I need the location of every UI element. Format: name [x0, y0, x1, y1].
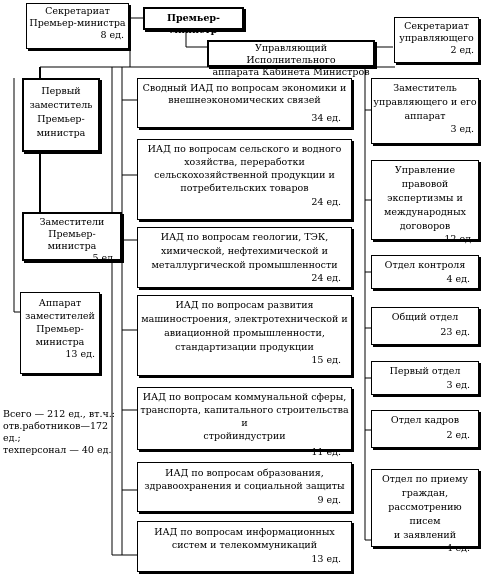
center-dept-box	[137, 227, 352, 288]
pm-secretariat-title: Секретариат Премьер-министра	[29, 6, 126, 29]
manager-box	[207, 40, 375, 78]
first-deputy-title: Первый заместитель Премьер- министра	[29, 86, 93, 139]
manager-title: Управляющий Исполнительного аппарата Кабинета Министров	[212, 43, 370, 78]
center-dept-units: 11 ед.	[311, 447, 341, 458]
center-dept-units: 13 ед.	[311, 554, 341, 565]
right-dept-box	[371, 255, 479, 289]
center-dept-box	[137, 78, 352, 128]
center-dept-title: ИАД по вопросам образования, здравоохранения и социальной защиты	[144, 468, 345, 492]
first-deputy-box	[22, 78, 100, 152]
manager-secretariat-units: 2 ед.	[450, 45, 474, 56]
right-dept-title: Первый отдел	[389, 366, 461, 377]
right-dept-box	[371, 361, 479, 395]
pm-secretariat-units: 8 ед.	[100, 30, 124, 41]
right-dept-units: 23 ед.	[440, 327, 470, 338]
apparatus-title: Аппарат заместителей Премьер- министра	[25, 298, 95, 348]
right-dept-title: Отдел кадров	[390, 415, 460, 426]
totals-note: Всего — 212 ед., вт.ч.: отв.работников—172 ед.; техперсонал — 40 ед.	[3, 409, 115, 456]
deputies-title: Заместители Премьер-министра	[39, 217, 105, 252]
center-dept-title: ИАД по вопросам сельского и водного хозяйства, переработки сельскохозяйственной продукции и потребительских товаров	[147, 144, 342, 194]
right-dept-box	[371, 78, 479, 144]
center-dept-box	[137, 521, 352, 572]
right-dept-box	[371, 160, 479, 245]
right-dept-units: 3 ед.	[450, 124, 474, 135]
center-dept-box	[137, 295, 352, 376]
pm-box	[143, 7, 244, 36]
right-dept-title: Заместитель управляющего и его аппарат	[373, 83, 477, 122]
center-dept-units: 34 ед.	[311, 113, 341, 124]
center-dept-title: ИАД по вопросам развития машиностроения, электротехнической и авиационной промышленности, стандартизации продукции	[141, 300, 348, 353]
center-dept-units: 9 ед.	[317, 495, 341, 506]
right-dept-box	[371, 469, 479, 554]
center-dept-box	[137, 387, 352, 458]
center-dept-units: 24 ед.	[311, 197, 341, 208]
right-dept-title: Управление правовой экспертизмы и международных договоров	[383, 165, 467, 232]
center-dept-title: ИАД по вопросам информационных систем и телекоммуникаций	[154, 527, 335, 551]
center-dept-box	[137, 139, 352, 220]
right-dept-title: Общий отдел	[391, 312, 459, 323]
pm-secretariat-box	[26, 3, 129, 49]
right-dept-units: 4 ед.	[446, 543, 470, 554]
deputies-box	[22, 212, 122, 264]
center-dept-units: 24 ед.	[311, 273, 341, 284]
right-dept-units: 2 ед.	[446, 430, 470, 441]
right-dept-units: 3 ед.	[446, 380, 470, 391]
right-dept-units: 4 ед.	[446, 274, 470, 285]
pm-title: Премьер-министр	[167, 13, 220, 36]
center-dept-title: ИАД по вопросам коммунальной сферы, транспорта, капитального строительства и стройиндустрии	[140, 392, 349, 442]
right-dept-title: Отдел по приему граждан, рассмотрению писем и заявлений	[382, 474, 468, 541]
right-dept-box	[371, 410, 479, 448]
center-dept-title: Сводный ИАД по вопросам экономики и внешнеэкономических связей	[142, 83, 347, 106]
right-dept-title: Отдел контроля	[384, 260, 466, 271]
right-dept-box	[371, 307, 479, 345]
apparatus-box	[20, 292, 100, 374]
center-dept-title: ИАД по вопросам геологии, ТЭК, химической, нефтехимической и металлургической промышленности	[151, 232, 338, 271]
right-dept-units: 12 ед.	[444, 234, 474, 245]
center-dept-box	[137, 462, 352, 512]
deputies-units: 5 ед.	[92, 253, 116, 264]
apparatus-units: 13 ед.	[65, 349, 95, 360]
manager-secretariat-title: Секретариат управляющего	[399, 21, 474, 44]
center-dept-units: 15 ед.	[311, 355, 341, 366]
manager-secretariat-box	[394, 17, 479, 63]
